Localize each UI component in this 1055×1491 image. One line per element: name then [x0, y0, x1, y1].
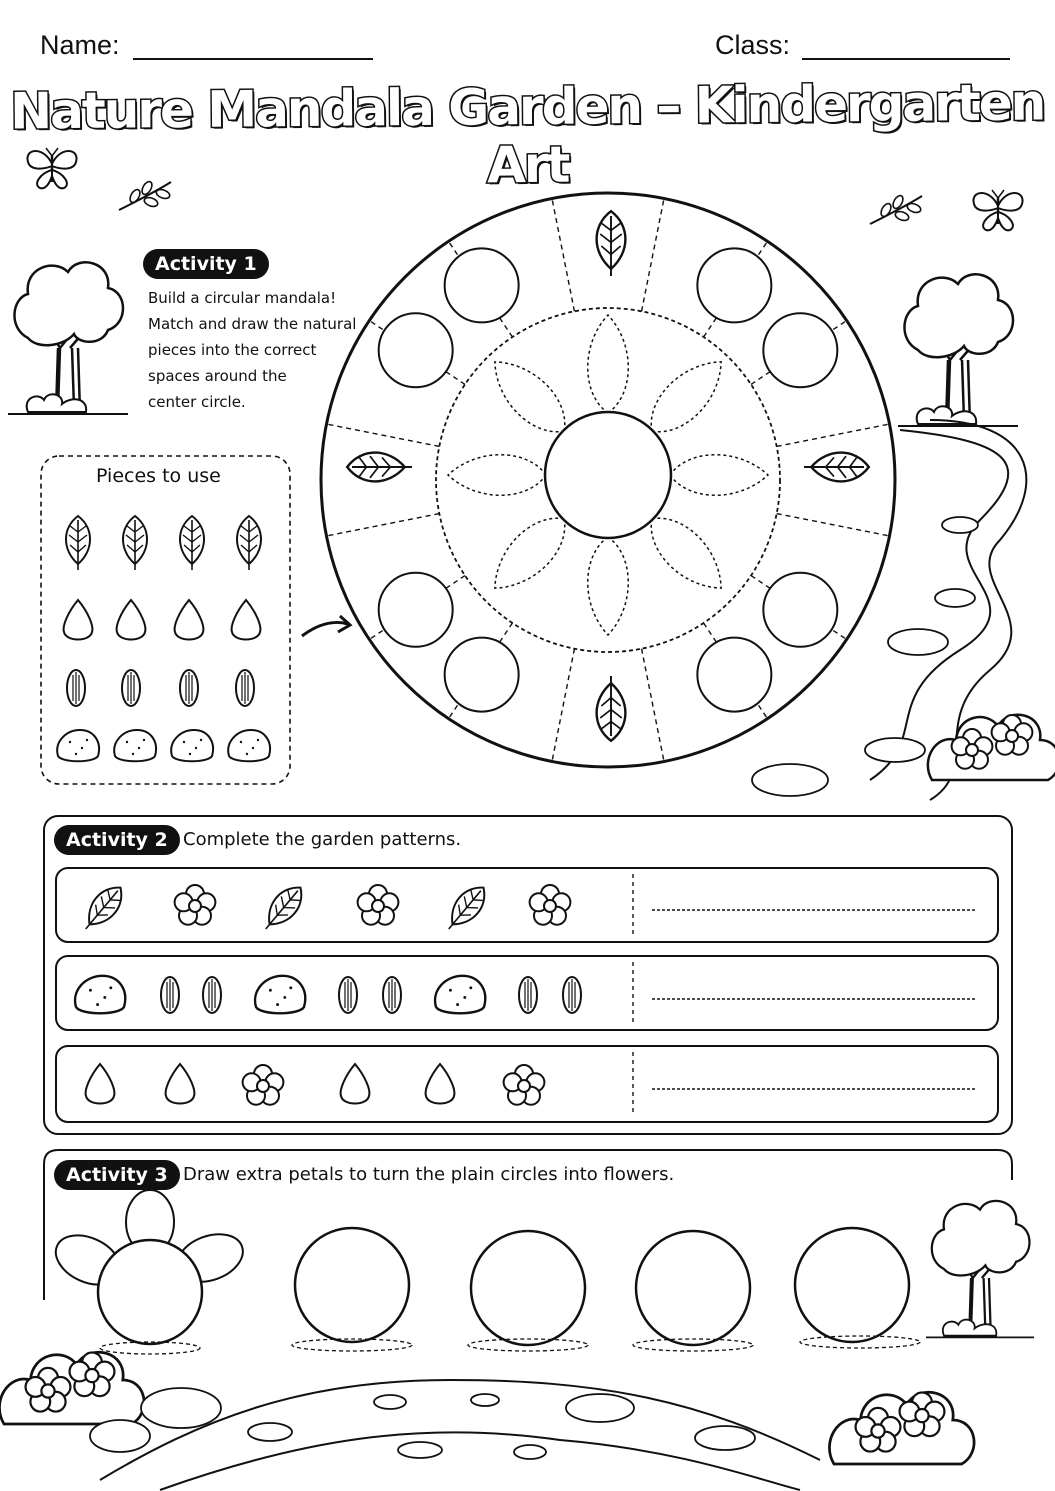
pieces-seeds [64, 600, 261, 640]
pattern-flower-icon [530, 885, 571, 925]
instruction-line: spaces around the [148, 367, 287, 385]
pattern-flower-icon [504, 1065, 545, 1105]
pieces-stones [57, 730, 270, 761]
mandala[interactable] [321, 193, 895, 767]
butterfly-icon [27, 148, 76, 188]
mandala-slot-circle [445, 248, 519, 322]
instruction-line: Match and draw the natural [148, 315, 357, 333]
flower-bush-icon [0, 1352, 144, 1424]
instruction-line: center circle. [148, 393, 246, 411]
answer-lines [652, 910, 976, 1089]
butterfly-icon [973, 190, 1022, 230]
pattern-striped-seed-icon [383, 977, 401, 1013]
pattern-stone-icon [255, 976, 305, 1014]
activity1-instructions [148, 285, 358, 415]
mandala-slot-circle [697, 638, 771, 712]
pattern-leaf-icon [440, 880, 493, 937]
pattern-stone-icon [435, 976, 485, 1014]
pattern-striped-seed-icon [519, 977, 537, 1013]
activity2-badge: Activity 2 [54, 825, 180, 855]
mandala-slot-circle [697, 248, 771, 322]
page-title: Nature Mandala Garden – Kindergarten Art [10, 73, 1045, 195]
pattern-flower-icon [243, 1065, 284, 1105]
flower-bush-icon [928, 715, 1055, 780]
pattern-leaf-icon [257, 880, 310, 937]
tree-icon [898, 274, 1018, 426]
pattern-stone-icon [75, 976, 125, 1014]
activity1-badge: Activity 1 [143, 249, 269, 279]
name-label: Name: [40, 30, 120, 60]
pattern-striped-seed-icon [563, 977, 581, 1013]
mandala-slot-circle [763, 313, 837, 387]
instruction-line: Build a circular mandala! [148, 289, 337, 307]
activity3-badge: Activity 3 [54, 1160, 180, 1190]
mandala-slot-circle [379, 313, 453, 387]
plain-circle [795, 1228, 909, 1342]
tree-icon [8, 262, 128, 414]
twig-icon [119, 180, 171, 210]
mandala-slot-circle [445, 638, 519, 712]
twig-icon [870, 194, 922, 224]
pattern-leaf-icon [77, 880, 130, 937]
pattern-seed-icon [426, 1064, 455, 1104]
pattern-striped-seed-icon [203, 977, 221, 1013]
mandala-center-circle [545, 412, 671, 538]
pieces-title: Pieces to use [96, 465, 221, 487]
class-label: Class: [715, 30, 791, 60]
pattern-seed-icon [86, 1064, 115, 1104]
plain-circle [636, 1231, 750, 1345]
pattern-flower-icon [175, 885, 216, 925]
activity3-instruction: Draw extra petals to turn the plain circles into flowers. [183, 1164, 675, 1185]
pattern-seed-icon [166, 1064, 195, 1104]
plain-circle [471, 1231, 585, 1345]
pattern-striped-seed-icon [161, 977, 179, 1013]
pieces-leaves [66, 516, 261, 570]
instruction-line: pieces into the correct [148, 341, 317, 359]
flower-bush-icon [829, 1392, 974, 1464]
tree-icon [926, 1201, 1034, 1338]
example-flower [48, 1190, 250, 1344]
mandala-slot-circle [763, 573, 837, 647]
activity2-instruction: Complete the garden patterns. [183, 829, 462, 850]
pieces-striped-seeds [67, 670, 254, 706]
pattern-flower-icon [358, 885, 399, 925]
plain-circle [295, 1228, 409, 1342]
mandala-slot-circle [379, 573, 453, 647]
pattern-seed-icon [341, 1064, 370, 1104]
pattern-striped-seed-icon [339, 977, 357, 1013]
